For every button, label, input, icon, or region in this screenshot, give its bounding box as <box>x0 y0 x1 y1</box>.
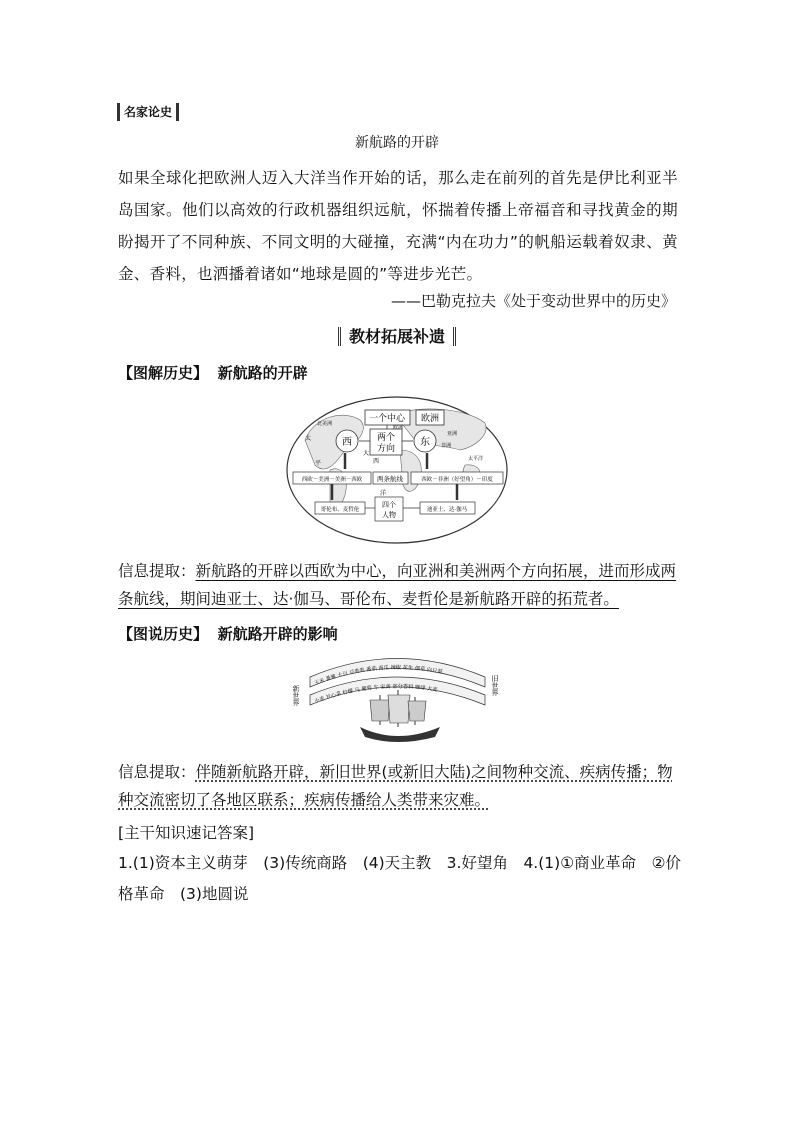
svg-text:洋: 洋 <box>380 490 387 497</box>
article-source: ——巴勒克拉夫《处于变动世界中的历史》 <box>390 292 676 310</box>
svg-text:方向: 方向 <box>376 444 396 454</box>
svg-text:平: 平 <box>315 460 322 467</box>
svg-text:四个: 四个 <box>382 501 396 509</box>
impact-section-heading: 【图说历史】 新航路开辟的影响 <box>118 625 338 643</box>
svg-text:太平洋: 太平洋 <box>468 456 484 462</box>
explorers-right: 迪亚士、达·伽马 <box>426 507 468 513</box>
europe-label: 欧洲 <box>420 414 440 424</box>
top-arc-text: 玉米 番薯 大豆 豆类类 番茄 南瓜 辣椒 花生 烟草 向日葵 <box>313 664 443 687</box>
answers-text: 1.(1)资本主义萌芽 (3)传统商路 (4)天主教 3.好望角 4.(1)①商业革命 ②价格革命 (3)地圆说 <box>118 854 681 903</box>
species-exchange-diagram <box>290 655 505 745</box>
map-info: 信息提取：新航路的开辟以西欧为中心，向亚洲和美洲两个方向拓展，进而形成两条航线，期间迪亚士、达·伽马、哥伦布、麦哲伦是新航路开辟的拓荒者。 <box>118 562 677 608</box>
new-world-label: 新世界 <box>292 685 300 706</box>
article-title: 新航路的开辟 <box>355 135 439 151</box>
impact-info: 信息提取：伴随新航路开辟，新旧世界(或新旧大陆)之间物种交流、疾病传播；物种交流密切了各地区联系；疾病传播给人类带来灾难。 <box>118 763 673 809</box>
west-label: 西 <box>342 437 352 448</box>
svg-text:人物: 人物 <box>382 511 396 519</box>
east-label: 东 <box>420 437 430 448</box>
new-routes-diagram <box>285 395 510 545</box>
center-label: 一个中心 <box>368 414 406 424</box>
svg-text:欧洲: 欧洲 <box>393 425 404 431</box>
answers-heading: [主干知识速记答案] <box>118 824 255 842</box>
bottom-arc-text: 小麦 甘心菜 柠檬 马 葡萄 牛 家禽 部分香料 咖啡 大麦 <box>313 683 438 705</box>
route-right: 西欧－非洲（好望角）－印度 <box>421 477 493 483</box>
two-routes: 两条航线 <box>377 475 403 483</box>
explorers-left: 哥伦布、麦哲伦 <box>320 507 360 513</box>
article-paragraph: 如果全球化把欧洲人迈入大洋当作开始的话，那么走在前列的首先是伊比利亚半岛国家。他们以高效的行政机器组织远航，怀揣着传播上帝福音和寻找黄金的期盼揭开了不同种族、不同文明的大碰撞，充满“内在功力”的帆船运载着奴隶、黄金、香料，也洒播着诸如“地球是圆的”等进步光芒。 <box>118 169 678 283</box>
ship-icon <box>360 690 440 742</box>
svg-text:亚洲: 亚洲 <box>447 431 458 437</box>
svg-text:北美洲: 北美洲 <box>317 421 333 427</box>
svg-text:大: 大 <box>363 450 370 457</box>
svg-text:非洲: 非洲 <box>441 443 452 449</box>
svg-text:两个: 两个 <box>376 433 396 443</box>
section-tag: 名家论史 <box>117 103 179 121</box>
old-world-label: 旧世界 <box>491 675 499 696</box>
svg-text:太: 太 <box>305 435 312 442</box>
route-left: 西欧－美洲－美洲－西欧 <box>301 477 363 483</box>
map-section-heading: 【图解历史】 新航路的开辟 <box>118 364 308 382</box>
svg-text:西: 西 <box>373 458 380 465</box>
section-heading: 教材拓展补遗 <box>0 324 794 347</box>
